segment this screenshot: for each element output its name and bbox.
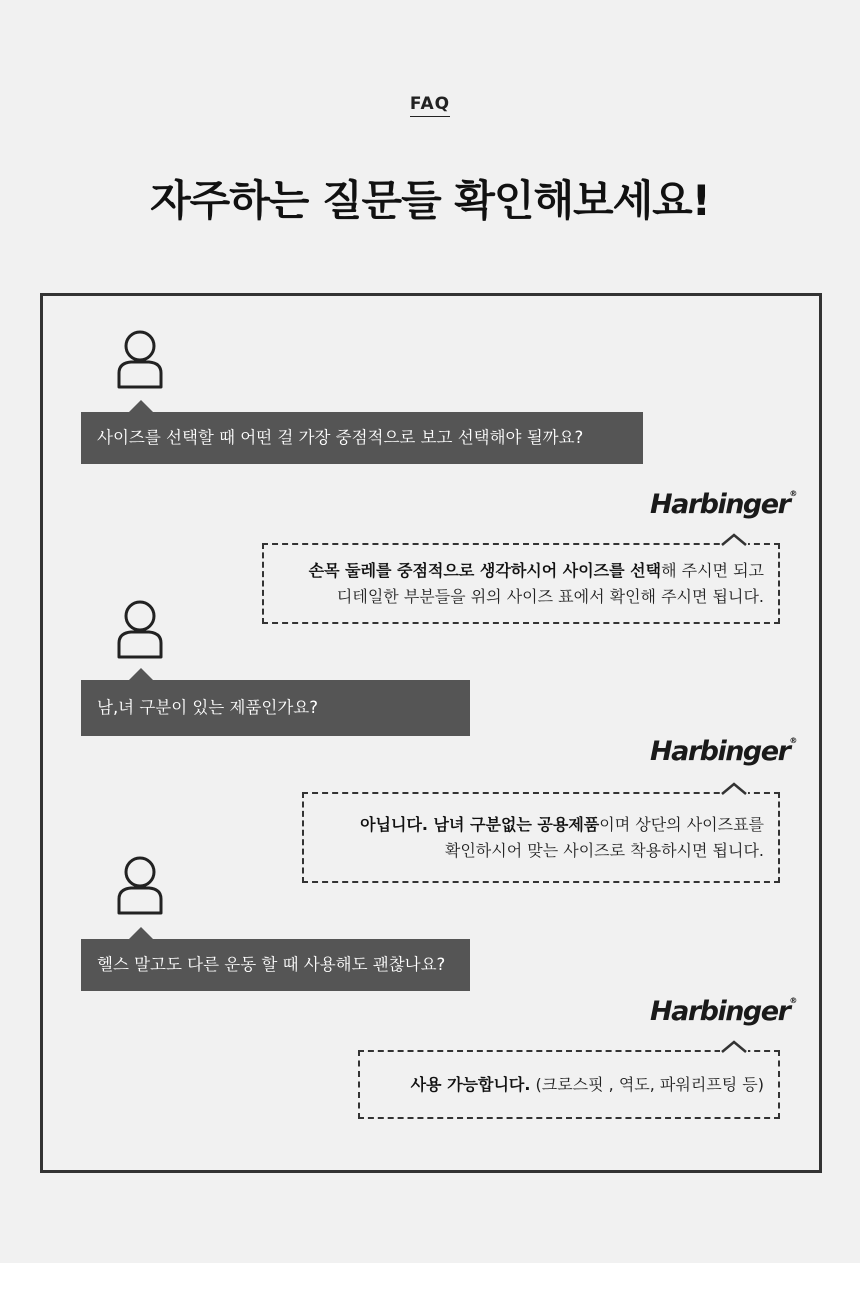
answer-line-1: 사용 가능합니다. (크로스핏 , 역도, 파워리프팅 등) (410, 1074, 764, 1094)
brand-logo: Harbinger® (650, 489, 798, 520)
question-text-1: 사이즈를 선택할 때 어떤 걸 가장 중점적으로 보고 선택해야 될까요? (97, 428, 584, 447)
user-icon (115, 853, 165, 915)
brand-logo: Harbinger® (650, 996, 798, 1027)
question-bubble-1 (81, 412, 643, 464)
answer-bubble-2 (302, 792, 780, 883)
user-icon (115, 597, 165, 659)
question-bubble-3 (81, 939, 470, 991)
question-bubble-2 (81, 680, 470, 736)
answer-bubble-1 (262, 543, 780, 624)
question-text-2: 남,녀 구분이 있는 제품인가요? (97, 698, 319, 717)
answer-line-1: 아닙니다. 남녀 구분없는 공용제품이며 상단의 사이즈표를 (360, 814, 764, 834)
brand-logo: Harbinger® (650, 736, 798, 767)
answer-line-2: 확인하시어 맞는 사이즈로 착용하시면 됩니다. (444, 840, 764, 860)
question-text-3: 헬스 말고도 다른 운동 할 때 사용해도 괜찮나요? (97, 955, 446, 974)
answer-line-1: 손목 둘레를 중점적으로 생각하시어 사이즈를 선택해 주시면 되고 (308, 560, 764, 580)
page-title: 자주하는 질문들 확인해보세요! (150, 176, 710, 225)
answer-bubble-3 (358, 1050, 780, 1119)
user-icon (115, 327, 165, 389)
faq-label: FAQ (0, 94, 860, 114)
answer-line-2: 디테일한 부분들을 위의 사이즈 표에서 확인해 주시면 됩니다. (336, 586, 764, 606)
